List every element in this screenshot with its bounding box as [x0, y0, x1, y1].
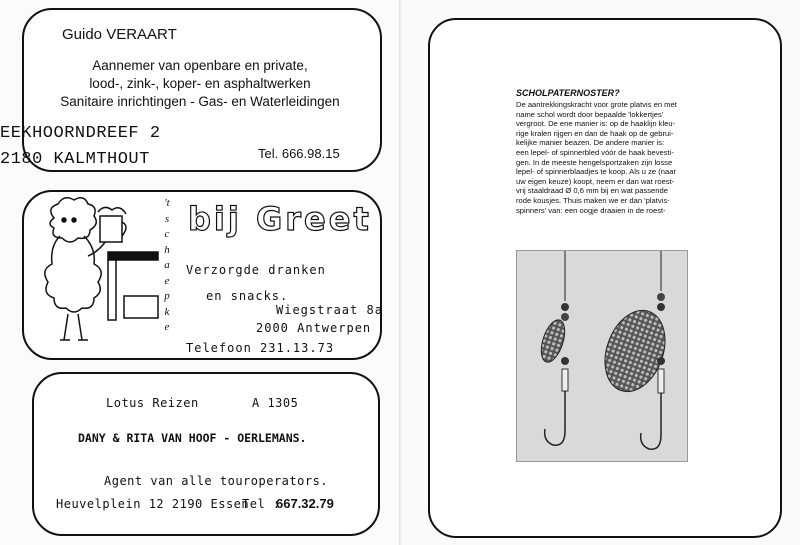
article-line: een lepel- of spinnerbled vóór de haak bevesti- — [516, 147, 674, 157]
article-line: spinners' van: een oogje draaien in de roest- — [516, 205, 666, 215]
ad-lotus-company: Lotus Reizen — [106, 396, 199, 410]
ad-greet-title: bij Greet — [188, 200, 372, 238]
article-line: rige kralen rijgen en dan de haak op de gebrui- — [516, 128, 674, 138]
ad-greet-slogan-2: en snacks. — [206, 289, 289, 303]
ad-aannemer-line-1: Aannemer van openbare en private, — [92, 58, 308, 73]
article-line: lepel- of spinnerblaadjes te koop. Als u ze (naar — [516, 167, 676, 177]
ad-aannemer-city: 2180 KALMTHOUT — [0, 150, 150, 169]
ad-aannemer-tel: Tel. 666.98.15 — [258, 146, 340, 161]
article-line: De aantrekkingskracht voor grote platvis en met — [516, 100, 677, 109]
vertical-char: c — [164, 228, 170, 240]
article-line: uw eigen keuze) koopt, neem er dan wat roest- — [516, 176, 675, 186]
article-line: kelijke manier beazen. De andere manier is: — [516, 138, 665, 148]
ad-greet-street: Wiegstraat 8a — [276, 303, 383, 317]
article-body — [516, 100, 692, 215]
spinner-lures-illustration — [517, 251, 687, 461]
ad-aannemer-name: Guido VERAART — [62, 26, 177, 43]
ad-lotus-box — [32, 372, 380, 536]
vertical-char: a — [164, 259, 170, 271]
vertical-char: s — [164, 212, 170, 225]
ad-aannemer-line-2: lood-, zink-, koper- en asphaltwerken — [89, 76, 311, 91]
article-line: vergroot. De ene manier is: op de haaklijn kleu- — [516, 119, 676, 129]
sheep-mascot-illustration — [38, 196, 162, 346]
ad-greet-vertical-text — [160, 196, 174, 336]
ad-lotus-tel-label: Tel : — [242, 497, 281, 511]
vertical-char: p — [164, 290, 170, 302]
vertical-char: k — [164, 305, 170, 318]
article-line: gen. In de meeste hengelsportzaken zijn losse — [516, 157, 673, 167]
ad-lotus-code: A 1305 — [252, 396, 299, 410]
ad-aannemer-line-3: Sanitaire inrichtingen - Gas- en Waterleidingen — [60, 94, 340, 109]
vertical-char: e — [164, 321, 170, 333]
ad-lotus-owners: DANY & RITA VAN HOOF - OERLEMANS. — [78, 431, 307, 445]
article-line: name schol wordt door bepaalde 'lokkertjes' — [516, 109, 664, 119]
vertical-char: e — [164, 274, 170, 287]
ad-greet-city: 2000 Antwerpen — [256, 321, 372, 335]
ad-lotus-agent: Agent van alle touroperators. — [104, 474, 329, 488]
article-line: rode kousjes. Thuis maken we er dan 'platvis- — [516, 195, 670, 205]
ad-aannemer-street: EEKHOORNDREEF 2 — [0, 124, 161, 143]
ad-greet-slogan-1: Verzorgde dranken — [186, 263, 326, 277]
vertical-char: 't — [164, 197, 170, 209]
ad-greet-phone: Telefoon 231.13.73 — [186, 341, 335, 355]
article-line: vrij staaldraad Ø 0,6 mm bij en wat passende — [516, 186, 668, 196]
ad-lotus-tel-number: 667.32.79 — [276, 496, 334, 511]
ad-lotus-address: Heuvelplein 12 2190 Essen — [56, 497, 250, 511]
article-headline: SCHOLPATERNOSTER? — [516, 88, 620, 98]
spinner-lures-photo — [516, 250, 688, 462]
vertical-char: h — [164, 243, 170, 256]
